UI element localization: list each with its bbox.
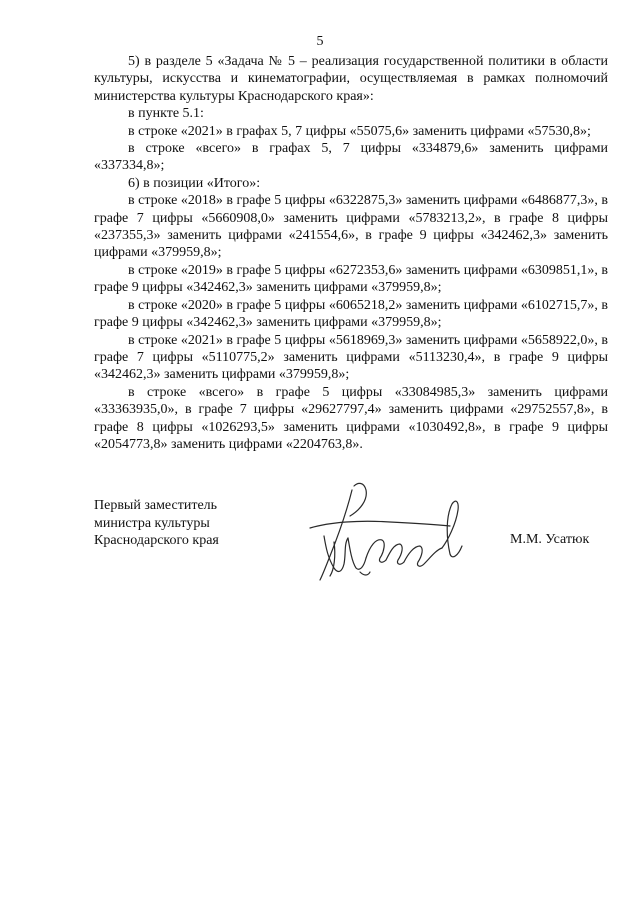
signature-stroke	[386, 544, 404, 564]
document-paragraph: в строке «2021» в графах 5, 7 цифры «55075,6» заменить цифрами «57530,8»;	[128, 123, 591, 139]
signature-stroke	[330, 542, 335, 576]
document-paragraph: в строке «всего» в графах 5, 7 цифры «334879,6» заменить цифрами «337334,8»;	[94, 141, 608, 174]
signature-stroke	[350, 483, 366, 516]
signature-stroke	[320, 490, 352, 580]
signature-stroke	[348, 538, 366, 569]
document-paragraph: в строке «2018» в графе 5 цифры «6322875,3» заменить цифрами «6486877,3», в графе 7 цифры «5660908,0» заменить цифрами «5783213,2», в графе 8 цифры «237355,3» заменить цифрами «241554,6», в графе 9 цифры «342462,3» заменить цифрами «379959,8»;	[94, 193, 608, 261]
page-number: 5	[316, 34, 324, 49]
document-paragraph: в строке «2019» в графе 5 цифры «6272353,6» заменить цифрами «6309851,1», в графе 9 цифры «342462,3» заменить цифрами «379959,8»;	[94, 262, 608, 296]
document-paragraph: в строке «2020» в графе 5 цифры «6065218,2» заменить цифрами «6102715,7», в графе 9 цифры «342462,3» заменить цифрами «379959,8»;	[94, 297, 608, 331]
signature-stroke	[310, 521, 450, 528]
signatory-title	[94, 497, 219, 550]
document-body	[94, 53, 608, 453]
document-paragraph: 6) в позиции «Итого»:	[128, 175, 261, 191]
document-paragraph: в строке «всего» в графе 5 цифры «33084985,3» заменить цифрами «33363935,0», в графе 7 цифры «29627797,4» заменить цифрами «29752557,8», в графе 8 цифры «1026293,5» заменить цифрами «1030492,8», в графе 9 цифры «2054773,8» заменить цифрами «2204763,8».	[94, 384, 608, 452]
signature-stroke	[442, 501, 462, 557]
signatory-title-line: министра культуры	[94, 515, 210, 531]
document-paragraph: в строке «2021» в графе 5 цифры «5618969,3» заменить цифрами «5658922,0», в графе 7 цифры «5110775,2» заменить цифрами «5113230,4», в графе 9 цифры «342462,3» заменить цифрами «379959,8»;	[94, 332, 608, 383]
signature-stroke	[404, 546, 442, 566]
signature-stroke	[366, 540, 386, 562]
signatory-title-line: Краснодарского края	[94, 533, 219, 548]
signatory-name: М.М. Усатюк	[510, 532, 590, 547]
signatory-title-line: Первый заместитель	[94, 498, 218, 513]
signature-stroke	[360, 572, 370, 575]
document-paragraph: 5) в разделе 5 «Задача № 5 – реализация государственной политики в области культуры, искусства и кинематографии, осуществляемая в рамках полномочий министерства культуры Краснодарского края»:	[94, 54, 608, 104]
document-paragraph: в пункте 5.1:	[128, 106, 204, 122]
handwritten-signature	[290, 476, 480, 586]
